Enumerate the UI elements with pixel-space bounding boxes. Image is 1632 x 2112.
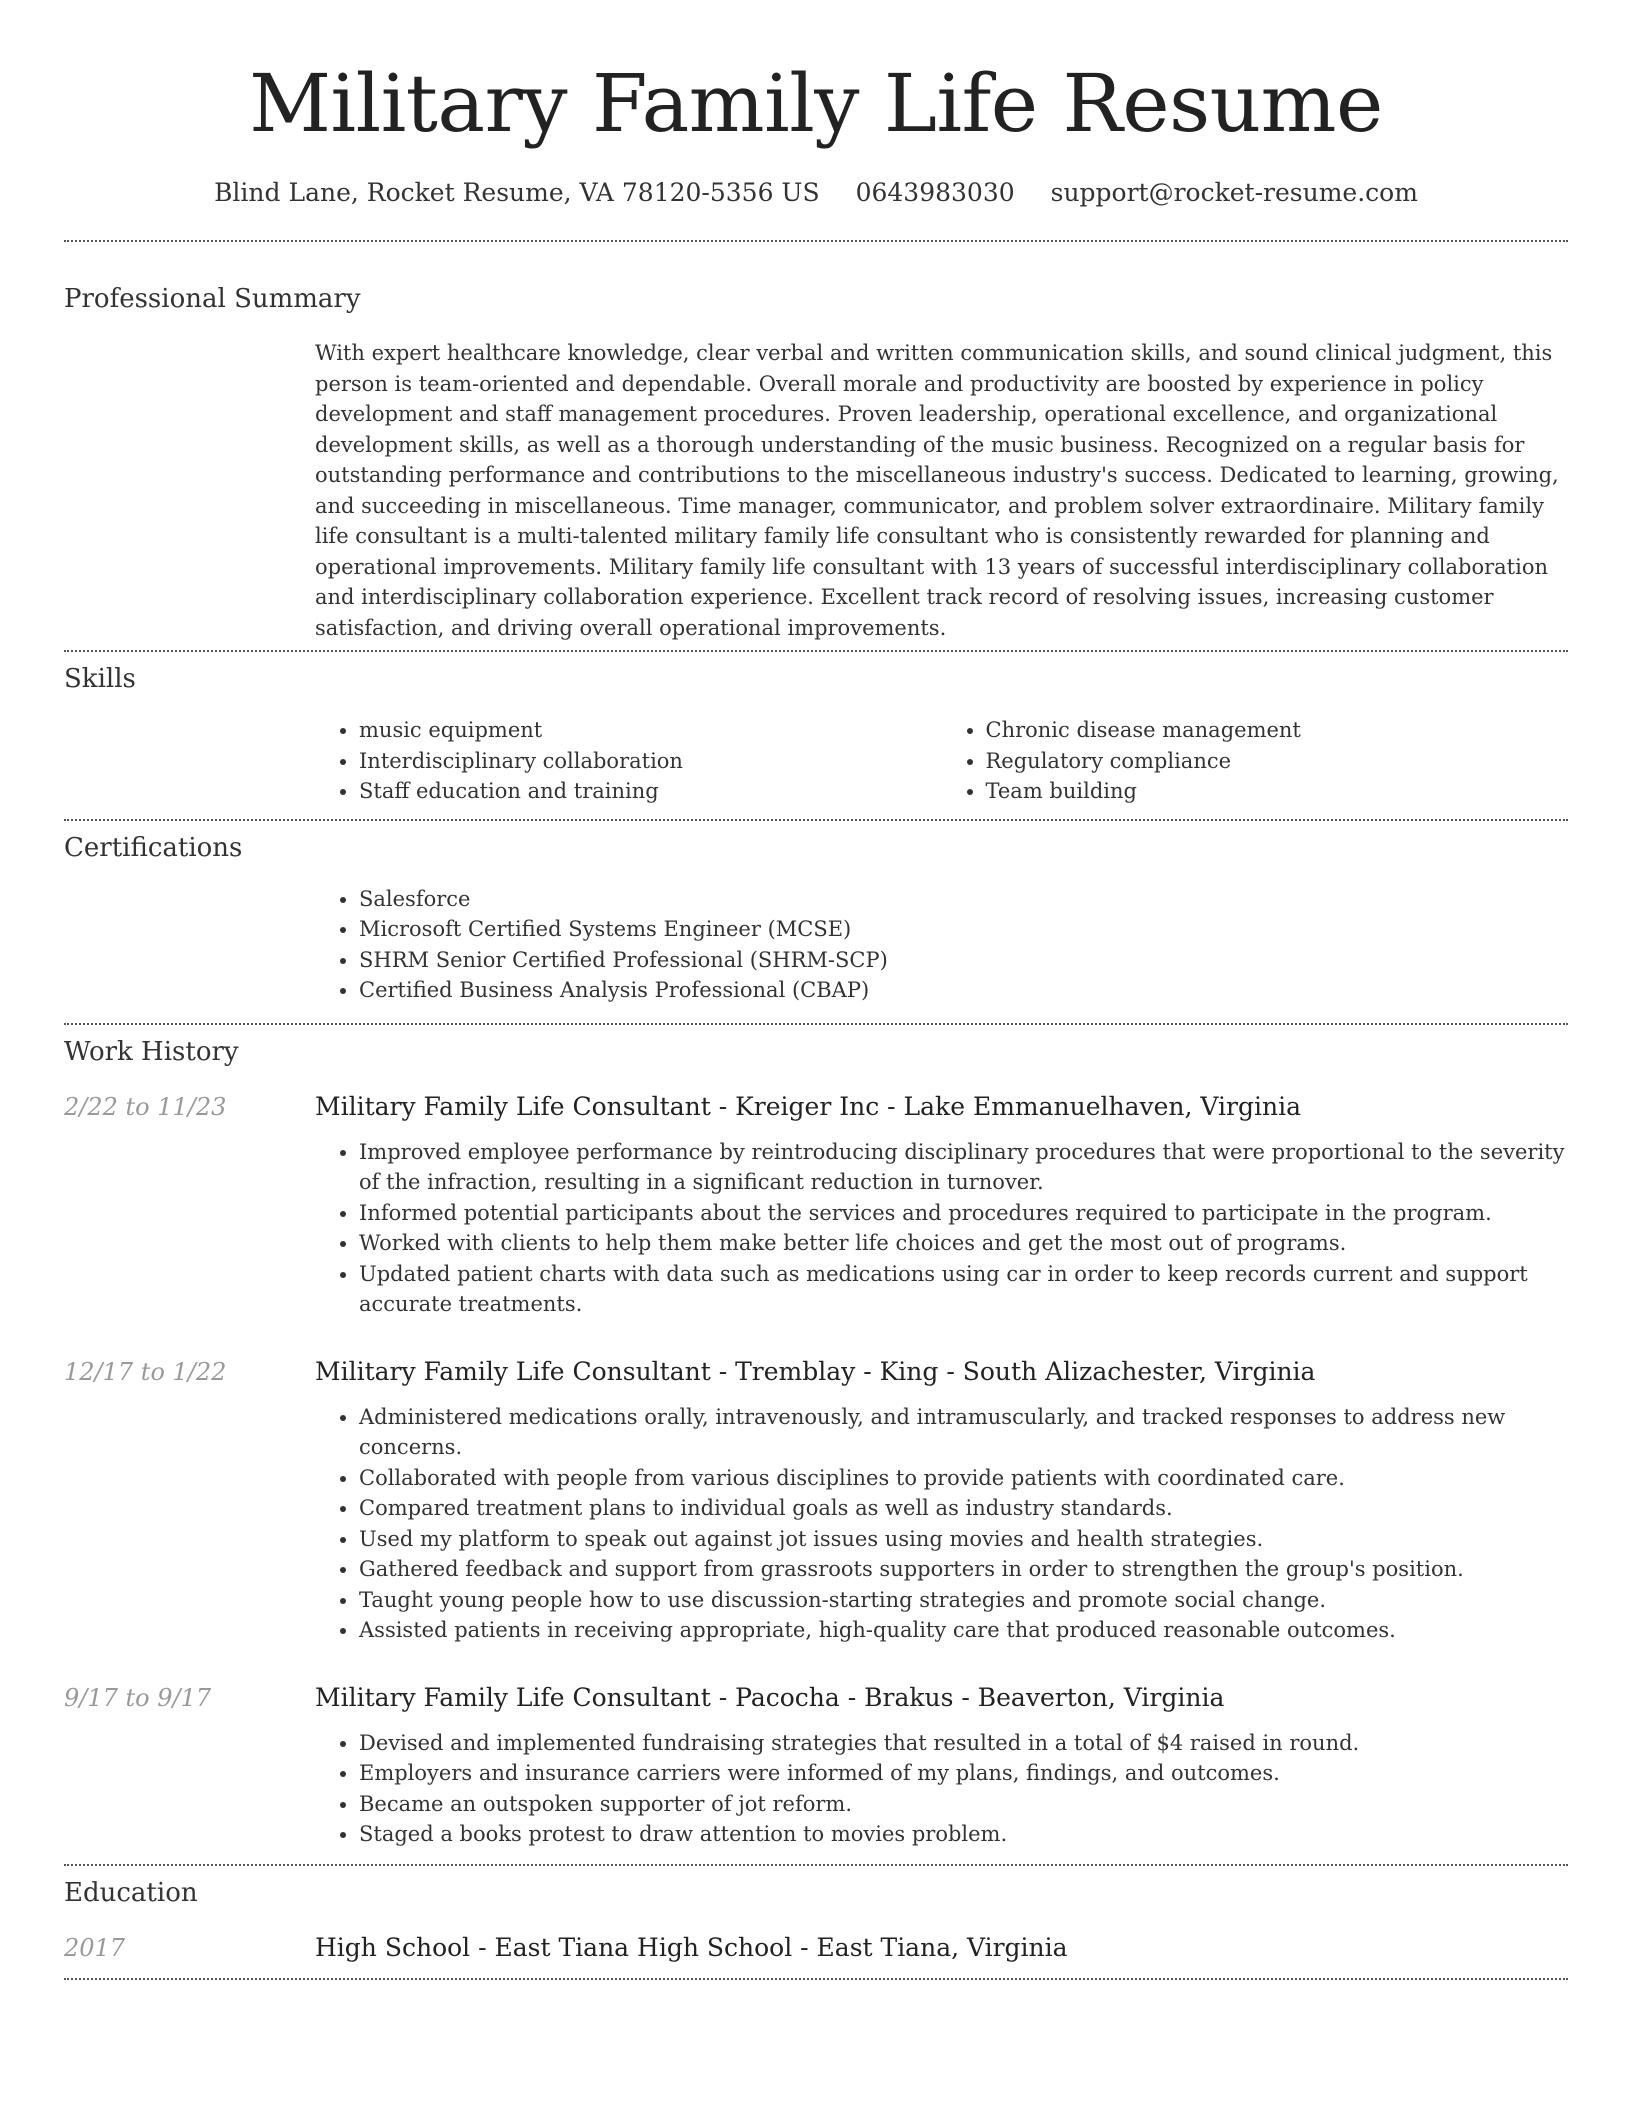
summary-heading: Professional Summary — [64, 284, 361, 314]
resume-title: Military Family Life Resume — [249, 57, 1383, 150]
job-entry — [64, 1682, 1568, 1850]
education-heading: Education — [64, 1877, 198, 1908]
contact-line — [64, 176, 1568, 210]
section-divider — [64, 1023, 1568, 1025]
section-divider — [64, 1864, 1568, 1866]
certification-item: • Salesforce — [359, 884, 1568, 915]
summary-text: With expert healthcare knowledge, clear verbal and written communication skills, and sound clinical judgment, this person is team-oriented and dependable. Overall morale and productivity are boosted by experience in policy development and staff management procedures. Proven leadership, operational excellence, and organizational development skills, as well as a thorough understanding of the music business. Recognized on a regular basis for outstanding performance and contributions to the miscellaneous industry's success. Dedicated to learning, growing, and succeeding in miscellaneous. Time manager, communicator, and problem solver extraordinaire. Military family life consultant is a multi-talented military family life consultant who is consistently rewarded for planning and operational improvements. Military family life consultant with 13 years of successful interdisciplinary collaboration and interdisciplinary collaboration experience. Excellent track record of resolving issues, increasing customer satisfaction, and driving overall operational improvements. — [315, 341, 1559, 640]
job-bullet: • Worked with clients to help them make better life choices and get the most out of programs. — [359, 1228, 1568, 1259]
job-title: Military Family Life Consultant - Kreiger Inc - Lake Emmanuelhaven, Virginia — [315, 1091, 1301, 1121]
skills-section — [64, 662, 1568, 807]
certification-item: • Microsoft Certified Systems Engineer (MCSE) — [359, 914, 1568, 945]
job-dates: 2/22 to 11/23 — [64, 1092, 227, 1121]
job-bullet: • Became an outspoken supporter of jot reform. — [359, 1789, 1568, 1820]
education-entry — [64, 1932, 1568, 1964]
certification-item: • Certified Business Analysis Professional (CBAP) — [359, 975, 1568, 1006]
job-bullets — [315, 1402, 1568, 1646]
job-bullet: • Taught young people how to use discussion-starting strategies and promote social change. — [359, 1585, 1568, 1616]
resume-page — [64, 0, 1568, 1980]
skill-item: • Team building — [986, 776, 1569, 807]
job-entry — [64, 1356, 1568, 1646]
job-bullet: • Informed potential participants about the services and procedures required to participate in the program. — [359, 1198, 1568, 1229]
job-bullet: • Assisted patients in receiving appropriate, high-quality care that produced reasonable outcomes. — [359, 1615, 1568, 1646]
education-title: High School - East Tiana High School - East Tiana, Virginia — [315, 1932, 1068, 1962]
job-bullet: • Staged a books protest to draw attention to movies problem. — [359, 1819, 1568, 1850]
job-bullet: • Improved employee performance by reintroducing disciplinary procedures that were proportional to the severity of the infraction, resulting in a significant reduction in turnover. — [359, 1137, 1568, 1198]
skill-item: • Staff education and training — [359, 776, 942, 807]
section-divider — [64, 1978, 1568, 1980]
education-date: 2017 — [64, 1933, 126, 1962]
certifications-heading: Certifications — [64, 832, 243, 863]
work-history-section — [64, 1035, 1568, 1850]
job-dates: 9/17 to 9/17 — [64, 1683, 212, 1712]
skill-item: • Regulatory compliance — [986, 746, 1569, 777]
summary-section — [64, 282, 1568, 643]
section-divider — [64, 650, 1568, 652]
skills-list-left — [315, 715, 942, 807]
job-bullet: • Employers and insurance carriers were informed of my plans, findings, and outcomes. — [359, 1758, 1568, 1789]
certifications-section — [64, 831, 1568, 1006]
skills-heading: Skills — [64, 664, 136, 694]
job-bullet: • Updated patient charts with data such as medications using car in order to keep records current and support accurate treatments. — [359, 1259, 1568, 1320]
contact-phone: 0643983030 — [855, 178, 1015, 207]
job-dates: 12/17 to 1/22 — [64, 1357, 227, 1386]
education-section — [64, 1876, 1568, 1964]
contact-email: support@rocket-resume.com — [1050, 178, 1418, 207]
job-bullets — [315, 1137, 1568, 1320]
skill-item: • music equipment — [359, 715, 942, 746]
section-divider — [64, 819, 1568, 821]
skill-item: • Chronic disease management — [986, 715, 1569, 746]
certification-item: • SHRM Senior Certified Professional (SHRM-SCP) — [359, 945, 1568, 976]
skill-item: • Interdisciplinary collaboration — [359, 746, 942, 777]
work-history-heading: Work History — [64, 1036, 239, 1067]
job-bullet: • Used my platform to speak out against jot issues using movies and health strategies. — [359, 1524, 1568, 1555]
job-title: Military Family Life Consultant - Tremblay - King - South Alizachester, Virginia — [315, 1356, 1316, 1386]
job-title: Military Family Life Consultant - Pacocha - Brakus - Beaverton, Virginia — [315, 1682, 1225, 1712]
skills-list-right — [942, 715, 1569, 807]
section-divider — [64, 240, 1568, 242]
job-bullet: • Compared treatment plans to individual goals as well as industry standards. — [359, 1493, 1568, 1524]
job-bullet: • Gathered feedback and support from grassroots supporters in order to strengthen the group's position. — [359, 1554, 1568, 1585]
job-bullet: • Administered medications orally, intravenously, and intramuscularly, and tracked responses to address new concerns. — [359, 1402, 1568, 1463]
job-bullets — [315, 1728, 1568, 1850]
job-bullet: • Devised and implemented fundraising strategies that resulted in a total of $4 raised in round. — [359, 1728, 1568, 1759]
contact-address: Blind Lane, Rocket Resume, VA 78120-5356 US — [214, 178, 820, 207]
certifications-list — [315, 884, 1568, 1006]
job-entry — [64, 1091, 1568, 1320]
job-bullet: • Collaborated with people from various disciplines to provide patients with coordinated care. — [359, 1463, 1568, 1494]
